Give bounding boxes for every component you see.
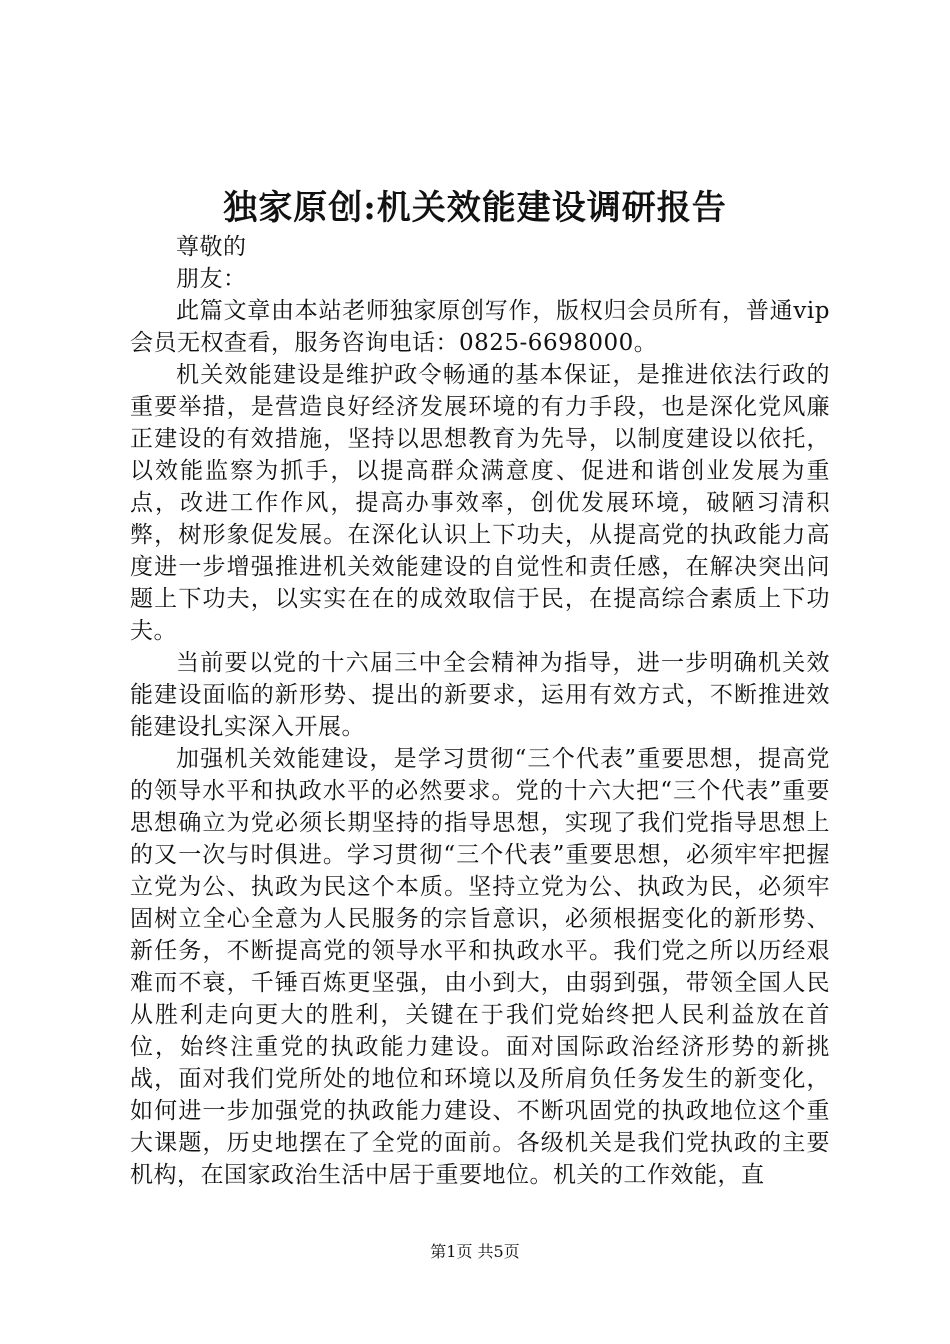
- greeting-line: 朋友：: [176, 266, 247, 292]
- document-title: 独家原创:机关效能建设调研报告: [223, 188, 727, 228]
- paragraph-copyright-notice: 此篇文章由本站老师独家原创写作，版权归会员所有，普通vip会员无权查看，服务咨询电话：0825-6698000。: [130, 298, 830, 356]
- document-body: [130, 231, 830, 1191]
- paragraph: 当前要以党的十六届三中全会精神为指导，进一步明确机关效能建设面临的新形势、提出的新要求，运用有效方式，不断推进效能建设扎实深入开展。: [130, 650, 830, 740]
- paragraph: 加强机关效能建设，是学习贯彻“三个代表”重要思想，提高党的领导水平和执政水平的必然要求。党的十六大把“三个代表”重要思想确立为党必须长期坚持的指导思想，实现了我们党指导思想上的又一次与时俱进。学习贯彻“三个代表”重要思想，必须牢牢把握立党为公、执政为民这个本质。坚持立党为公、执政为民，必须牢固树立全心全意为人民服务的宗旨意识，必须根据变化的新形势、新任务，不断提高党的领导水平和执政水平。我们党之所以历经艰难而不衰，千锤百炼更坚强，由小到大，由弱到强，带领全国人民从胜利走向更大的胜利，关键在于我们党始终把人民利益放在首位，始终注重党的执政能力建设。面对国际政治经济形势的新挑战，面对我们党所处的地位和环境以及所肩负任务发生的新变化，如何进一步加强党的执政能力建设、不断巩固党的执政地位这个重大课题，历史地摆在了全党的面前。各级机关是我们党执政的主要机构，在国家政治生活中居于重要地位。机关的工作效能，直: [130, 746, 830, 1188]
- page-number-footer: 第1页 共5页: [430, 1242, 520, 1261]
- paragraph: 机关效能建设是维护政令畅通的基本保证，是推进依法行政的重要举措，是营造良好经济发展环境的有力手段，也是深化党风廉正建设的有效措施，坚持以思想教育为先导，以制度建设以依托，以效能监察为抓手，以提高群众满意度、促进和谐创业发展为重点，改进工作作风，提高办事效率，创优发展环境，破陋习清积弊，树形象促发展。在深化认识上下功夫，从提高党的执政能力高度进一步增强推进机关效能建设的自觉性和责任感，在解决突出问题上下功夫，以实实在在的成效取信于民，在提高综合素质上下功夫。: [130, 362, 830, 644]
- greeting-line: 尊敬的: [176, 234, 247, 260]
